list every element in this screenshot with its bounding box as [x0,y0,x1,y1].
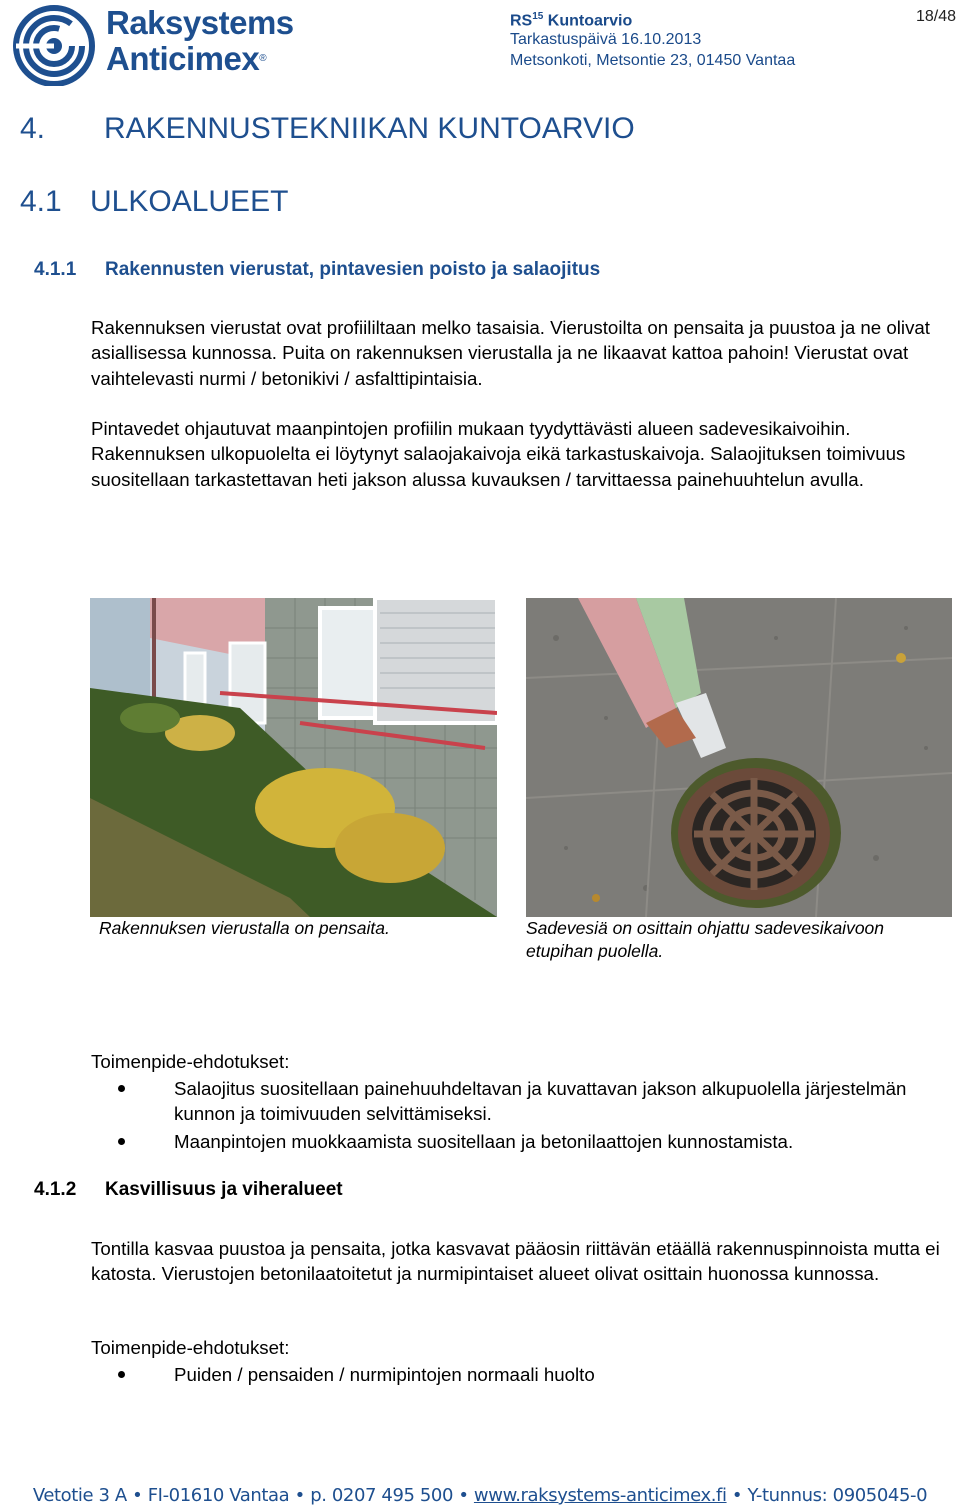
bullet-separator-icon: • [294,1485,311,1506]
footer-postal: FI-01610 Vantaa [147,1485,290,1506]
logo-wordmark-top: Raksystems [106,4,294,41]
photo-drain-grate [526,598,952,917]
photo-caption-drain: Sadevesiä on osittain ohjattu sadevesikaivoon etupihan puolella. [526,918,885,961]
logo-spiral-icon [8,4,104,86]
list-item: Puiden / pensaiden / nurmipintojen normaali huolto [91,1362,951,1387]
list-item: Maanpintojen muokkaamista suositellaan ja betonilaattojen kunnostamista. [91,1129,951,1154]
photo-building-wall-with-bushes [90,598,497,917]
actions-label-1: Toimenpide-ehdotukset: [91,1051,290,1072]
inspection-date: Tarkastuspäivä 16.10.2013 [510,31,702,48]
bullet-separator-icon: • [458,1485,474,1506]
footer-phone: p. 0207 495 500 [310,1485,454,1506]
subsection-heading: 4.1 ULKOALUEET [20,185,289,218]
subsubsection-heading-1: 4.1.1 Rakennusten vierustat, pintavesien poisto ja salaojitus [34,259,601,280]
footer-website-link[interactable]: www.raksystems-anticimex.fi [473,1485,727,1506]
paragraph-vegetation: Tontilla kasvaa puustoa ja pensaita, jotka kasvavat pääosin riittävän etäällä rakennuspinnoista mutta ei katosta. Vierustojen betonilaatoitetut ja nurmipintaiset alueet olivat osittain huonossa kunnossa. [91,1238,940,1285]
paragraph-drainage: Pintavedet ohjautuvat maanpintojen profiilin mukaan tyydyttävästi alueen sadevesikaivoihin. Rakennuksen ulkopuolelta ei löytynyt salaojakaivoja eikä tarkastuskaivoja. Salaojituksen toimivuus suositellaan tarkastettavan heti jakson alussa kuvauksen / tarvittaessa painehuuhtelun avulla. [91,418,906,490]
footer-business-id: Y-tunnus: 0905045-0 [747,1485,928,1506]
footer-address: Vetotie 3 A [32,1485,127,1506]
subsubsection-heading-2: 4.1.2 Kasvillisuus ja viheralueet [34,1179,343,1200]
actions-list-1 [91,1076,951,1156]
list-item: Salaojitus suositellaan painehuuhdeltavan ja kuvattavan jakson alkupuolella järjestelmän kunnon ja toimivuuden selvittämiseksi. [91,1076,951,1127]
actions-list-2 [91,1362,951,1389]
property-address: Metsonkoti, Metsontie 23, 01450 Vantaa [510,52,796,69]
report-title: RS$^{15}$ Kuntoarvio [510,11,633,30]
page-footer [0,1485,960,1506]
photo-caption-bushes: Rakennuksen vierustalla on pensaita. [99,918,390,938]
logo-wordmark-bottom: Anticimex® [106,40,267,77]
bullet-separator-icon: • [132,1485,148,1506]
actions-label-2: Toimenpide-ehdotukset: [91,1337,290,1358]
section-heading: 4. RAKENNUSTEKNIIKAN KUNTOARVIO [20,112,635,145]
page-number: 18/48 [915,8,956,25]
bullet-separator-icon: • [731,1485,748,1506]
paragraph-surroundings: Rakennuksen vierustat ovat profiililtaan melko tasaisia. Vierustoilta on pensaita ja puustoa ja ne olivat asiallisessa kunnossa. Puita on rakennuksen vierustalla ja ne likaavat kattoa pahoin! Vierustat ovat vaihtelevasti nurmi / betonikivi / asfalttipintaisia. [91,317,931,389]
